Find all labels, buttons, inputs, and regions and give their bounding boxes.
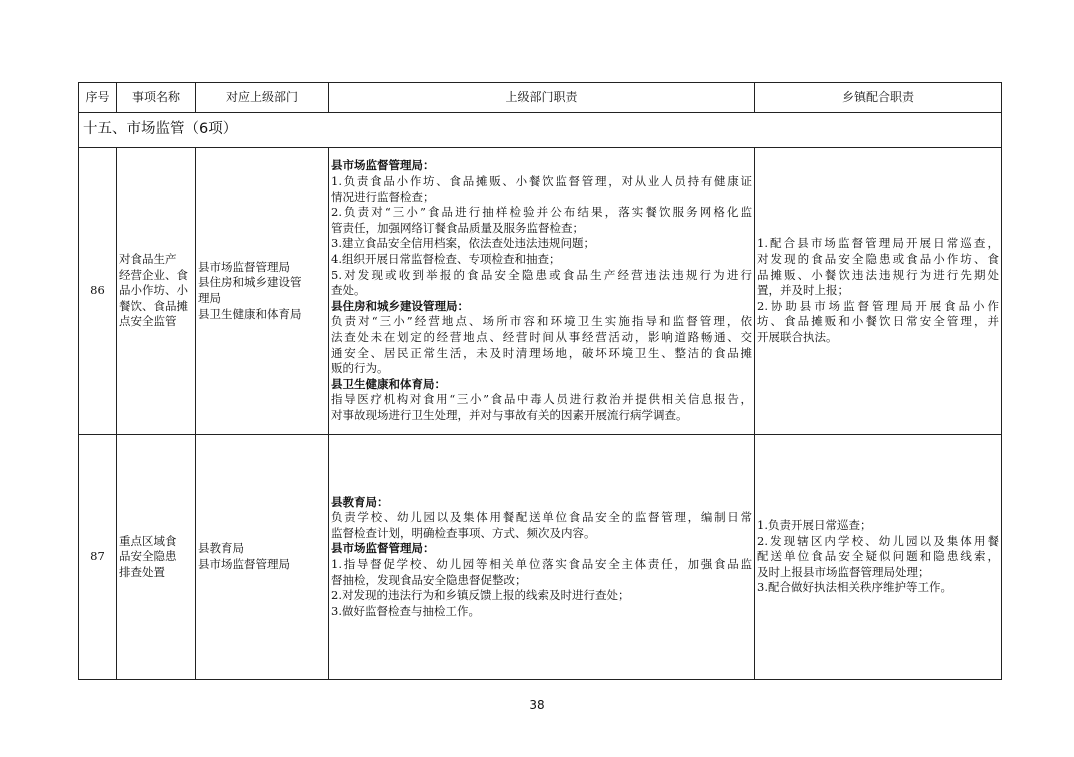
text-line: 负责学校、幼儿园以及集体用餐配送单位食品安全的监督管理，编制日常: [331, 510, 752, 525]
text-line: 1.配合县市场监督管理局开展日常巡查，: [757, 236, 999, 251]
text-line: 对事故现场进行卫生处理，并对与事故有关的因素开展流行病学调查。: [331, 407, 688, 422]
text-line: 经营企业、食: [119, 267, 188, 282]
text-line: 1.负责开展日常巡查；: [757, 518, 872, 533]
text-line: 品安全隐患: [119, 549, 177, 564]
table-header-row: [79, 83, 1002, 113]
text-line: 及时上报县市场监督管理局处理；: [757, 564, 930, 579]
table-row: [79, 435, 1002, 680]
text-line: 督抽检，发现食品安全隐患督促整改；: [331, 572, 527, 587]
text-line: 坊、食品摊贩和小餐饮日常安全管理，并: [757, 314, 999, 329]
town-duties: [755, 148, 1002, 435]
text-line: 县市场监督管理局：: [331, 541, 435, 556]
text-line: 3.配合做好执法相关秩序维护等工作。: [757, 580, 952, 595]
text-line: 对发现的食品安全隐患或食品小作坊、食: [757, 252, 999, 267]
text-line: 配送单位食品安全疑似问题和隐患线索，: [757, 549, 999, 564]
text-line: 县卫生健康和体育局：: [331, 376, 446, 391]
text-line: 3.做好监督检查与抽检工作。: [331, 603, 480, 618]
text-line: 重点区域食: [119, 533, 177, 548]
town-duties: [755, 435, 1002, 680]
text-line: 1.指导督促学校、幼儿园等相关单位落实食品安全主体责任，加强食品监: [331, 557, 752, 571]
text-line: 4.组织开展日常监督检查、专项检查和抽查；: [331, 252, 561, 267]
text-line: 监督检查计划，明确检查事项、方式、频次及内容。: [331, 525, 596, 540]
superior-duties: [329, 148, 755, 435]
header-town-duties: 乡镇配合职责: [755, 83, 1002, 113]
text-line: 县教育局：: [331, 494, 389, 509]
text-line: 品摊贩、小餐饮违法违规行为进行先期处: [757, 267, 999, 282]
text-line: 县市场监督管理局: [198, 259, 290, 274]
header-superior-duties: 上级部门职责: [329, 83, 755, 113]
text-line: 通安全、居民正常生活，未及时清理场地，破坏环境卫生、整洁的食品摊: [331, 345, 752, 360]
section-row: [79, 113, 1002, 148]
section-title: 十五、市场监管（6项）: [79, 113, 1002, 148]
superior-depts: [196, 148, 329, 435]
text-line: 负责对“三小”经营地点、场所市容和环境卫生实施指导和监督管理，依: [331, 314, 752, 329]
text-line: 对食品生产: [119, 252, 177, 267]
item-name: [117, 148, 196, 435]
text-line: 理局: [198, 291, 221, 305]
text-line: 2.协助县市场监督管理局开展食品小作: [757, 298, 999, 313]
superior-depts: [196, 435, 329, 680]
text-line: 开展联合执法。: [757, 329, 838, 344]
text-line: 品小作坊、小: [119, 283, 188, 298]
text-line: 情况进行监督检查；: [331, 189, 435, 204]
text-line: 2.负责对“三小”食品进行抽样检验并公布结果，落实餐饮服务网格化监: [331, 205, 752, 220]
text-line: 点安全监管: [119, 314, 177, 329]
text-line: 贩的行为。: [331, 361, 389, 376]
text-line: 县市场监督管理局: [198, 557, 290, 571]
text-line: 查处。: [331, 283, 366, 298]
text-line: 1.负责食品小作坊、食品摊贩、小餐饮监督管理，对从业人员持有健康证: [331, 174, 752, 189]
item-name: [117, 435, 196, 680]
table-row: [79, 148, 1002, 435]
text-line: 县卫生健康和体育局: [198, 306, 302, 321]
text-line: 3.建立食品安全信用档案，依法查处违法违规问题；: [331, 236, 595, 251]
text-line: 管责任，加强网络订餐食品质量及服务监督检查；: [331, 220, 584, 235]
row-number: 86: [79, 148, 117, 435]
text-line: 县住房和城乡建设管理局：: [331, 298, 469, 313]
text-line: 2.发现辖区内学校、幼儿园以及集体用餐: [757, 533, 999, 548]
text-line: 县教育局: [198, 541, 244, 556]
header-item-name: 事项名称: [117, 83, 196, 113]
text-line: 餐饮、食品摊: [119, 298, 188, 313]
header-no: 序号: [79, 83, 117, 113]
text-line: 置，并及时上报；: [757, 283, 849, 298]
header-superior-dept: 对应上级部门: [196, 83, 329, 113]
duty-table: [78, 82, 1002, 680]
text-line: 县住房和城乡建设管: [198, 275, 302, 290]
text-line: 5.对发现或收到举报的食品安全隐患或食品生产经营违法违规行为进行: [331, 267, 752, 282]
text-line: 排查处置: [119, 564, 165, 579]
text-line: 2.对发现的违法行为和乡镇反馈上报的线索及时进行查处；: [331, 588, 630, 603]
text-line: 指导医疗机构对食用“三小”食品中毒人员进行救治并提供相关信息报告，: [331, 392, 752, 407]
row-number: 87: [79, 435, 117, 680]
page-number: 38: [529, 698, 545, 712]
superior-duties: [329, 435, 755, 680]
text-line: 县市场监督管理局：: [331, 158, 435, 173]
text-line: 法查处未在划定的经营地点、经营时间从事经营活动，影响道路畅通、交: [331, 329, 752, 344]
